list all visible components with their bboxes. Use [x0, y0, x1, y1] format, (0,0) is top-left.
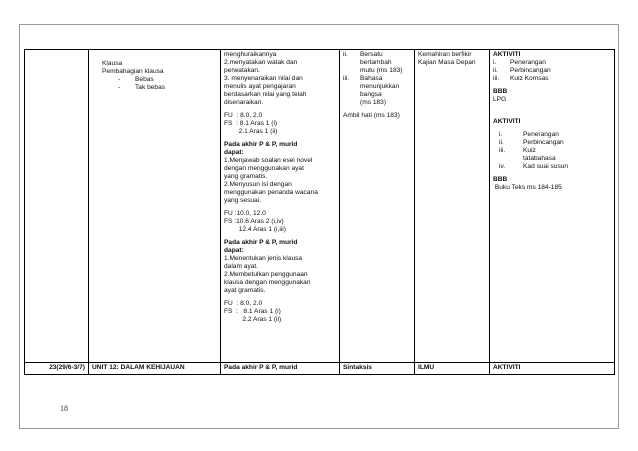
list-item: iii. Kuiz tatabahasa [499, 147, 556, 162]
skills-cell [415, 50, 490, 363]
list-item: i. Penerangan [499, 131, 559, 138]
list-item: iii. Kuiz Komsas [493, 75, 549, 82]
objective-heading: Pada akhir P & P, murid [224, 141, 298, 148]
activity-heading: AKTIVITI [493, 118, 521, 125]
skills-cell: ILMU [415, 363, 490, 375]
content-cell [89, 50, 221, 363]
objectives-cell [221, 50, 340, 363]
content-line: Pembahagian klausa [102, 68, 164, 75]
objectives-cell: Pada akhir P & P, murid [221, 363, 340, 375]
list-item: - Tak bebas [118, 84, 166, 91]
materials-heading: BBB [493, 176, 508, 183]
activity-cell: AKTIVITI [490, 363, 615, 375]
lesson-plan-table [24, 49, 615, 375]
objective-heading: dapat: [224, 149, 244, 156]
list-item: iv. Kad suai susun [499, 163, 569, 170]
list-item: iii. Bahasa menunjukkan bangsa (ms 183) [343, 75, 400, 106]
list-item: i. Penerangan [493, 59, 546, 66]
list-item: - Bebas [118, 76, 154, 83]
week-cell [25, 50, 89, 363]
list-item: ii. Perbincangan [493, 67, 551, 74]
objective-heading: dapat: [224, 247, 244, 254]
focus-text: FU : 8.0, 2.0 FS : 8.1 Aras 1 (i) 2.1 Aras 1 (ii) [224, 112, 278, 135]
page-number: 18 [60, 404, 68, 413]
activity-cell [490, 50, 615, 363]
content-line: Klausa [102, 60, 123, 67]
values-note: Ambil hati (ms 183) [343, 112, 400, 119]
focus-text: FU : 8.0, 2.0 FS : 8.1 Aras 1 (i) 2.2 Aras 1 (ii) [224, 300, 282, 323]
activity-heading: AKTIVITI [493, 51, 521, 58]
objective-heading: Pada akhir P & P, murid [224, 239, 298, 246]
list-item: ii. Perbincangan [499, 139, 564, 146]
list-item: ii. Bersatu bertambah mutu (ms 183) [343, 51, 403, 74]
values-cell: Sintaksis [340, 363, 415, 375]
focus-text: FU :10.0, 12.0 FS :10.6 Aras 2 (i,iv) 12.4 Aras 1 (i,iii) [224, 210, 286, 233]
week-cell: 23(29/6-3/7) [25, 363, 89, 375]
table-row [25, 50, 615, 363]
unit-cell: UNIT 12: DALAM KEHIJAUAN [89, 363, 221, 375]
materials-text: Buku Teks ms 184-185 [493, 184, 562, 191]
objective-text: 1.Menentukan jenis klausa dalam ayat. 2.Membetulkan penggunaan klausa dengan menggunakan ayat gramatis. [224, 255, 311, 294]
skills-text: Kemahiran berfikir Kajian Masa Depan [418, 51, 476, 66]
table-row [25, 363, 615, 375]
materials-text: LPG [493, 96, 507, 103]
objective-text: 1.Menjawab soalan esei novel dengan menggunakan ayat yang gramatis. 2.Menyusun isi dengan menggunakan penanda wacana yang sesuai. [224, 157, 318, 204]
objective-text: menghuraikannya 2.menyatakan watak dan perwatakan. 3. menyenaraikan nilai dan menulis ayat pengajaran berdasarkan nilai yang telah disenaraikan. [224, 51, 307, 106]
materials-heading: BBB [493, 88, 508, 95]
values-cell [340, 50, 415, 363]
